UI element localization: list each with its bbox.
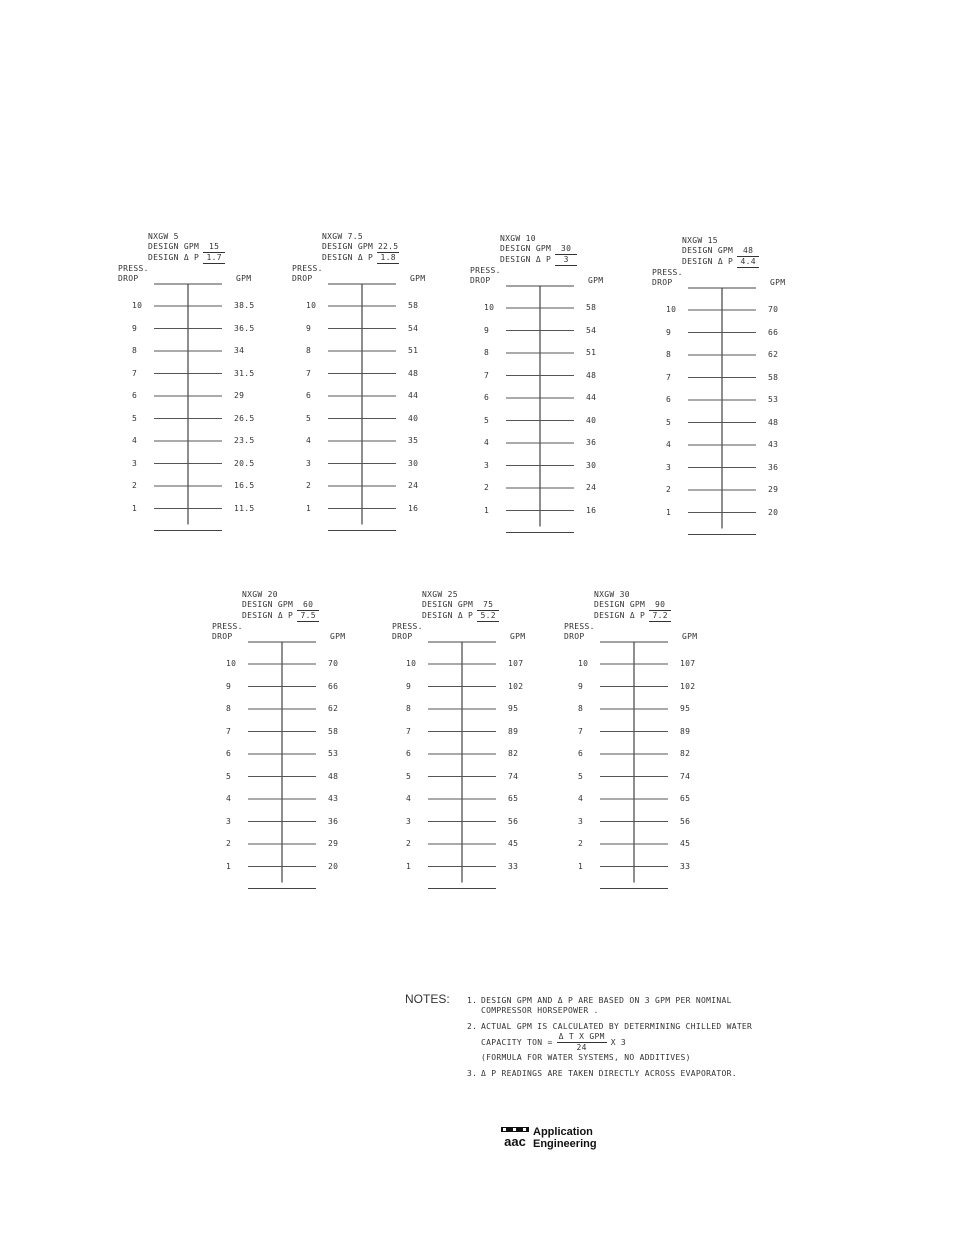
model-label: NXGW 30 (594, 590, 630, 599)
scale-lines (212, 630, 392, 890)
scale-row (292, 369, 472, 379)
design-dp-label: DESIGN Δ P (322, 253, 374, 262)
gpm-value: 16 (408, 503, 419, 513)
scale-row (564, 704, 744, 714)
pressure-drop-value: 9 (578, 681, 584, 691)
pressure-drop-value: 1 (226, 861, 232, 871)
pressure-drop-value: 7 (406, 726, 412, 736)
pressure-drop-value: 5 (484, 415, 490, 425)
model-label: NXGW 7.5 (322, 232, 363, 241)
gpm-value: 29 (768, 485, 779, 494)
press-drop-heading: PRESS. DROP (212, 622, 243, 641)
pressure-drop-value: 5 (406, 771, 412, 781)
design-dp-value: 1.8 (377, 253, 399, 264)
press-drop-heading: PRESS. DROP (118, 264, 149, 283)
pressure-drop-value: 2 (226, 839, 232, 848)
pressure-drop-value: 6 (666, 395, 672, 404)
design-gpm-value: 75 (477, 600, 499, 611)
pressure-drop-value: 8 (306, 346, 312, 355)
pressure-drop-value: 6 (132, 391, 138, 400)
pressure-drop-value: 3 (226, 816, 232, 826)
gpm-value: 89 (508, 726, 519, 736)
pressure-drop-chart-nxgw-10 (470, 234, 650, 554)
scale-row (118, 414, 298, 424)
scale-row (212, 862, 392, 872)
scale-row (564, 862, 744, 872)
model-label: NXGW 5 (148, 232, 179, 241)
pressure-drop-value: 7 (306, 368, 312, 378)
company-logo-mark (500, 1126, 530, 1150)
gpm-value: 48 (586, 370, 597, 380)
scale-row (470, 303, 650, 313)
scale-row (292, 436, 472, 446)
gpm-value: 34 (234, 346, 245, 355)
press-drop-heading: PRESS. DROP (564, 622, 595, 641)
pressure-drop-value: 2 (306, 481, 312, 490)
design-gpm-value: 15 (203, 242, 225, 253)
gpm-value: 30 (408, 458, 419, 468)
scale-row (212, 659, 392, 669)
scale-lines (292, 272, 472, 532)
chart-header (242, 590, 319, 622)
scale-lines (392, 630, 572, 890)
gpm-value: 44 (408, 391, 419, 400)
pressure-drop-value: 3 (484, 460, 490, 470)
gpm-heading: GPM (236, 274, 252, 283)
gpm-heading: GPM (770, 278, 786, 287)
gpm-value: 45 (680, 839, 691, 848)
pressure-drop-chart-nxgw-20 (212, 590, 392, 910)
pressure-drop-chart-nxgw-25 (392, 590, 572, 910)
scale-row (652, 373, 832, 383)
gpm-heading: GPM (588, 276, 604, 285)
gpm-value: 95 (680, 704, 691, 713)
design-gpm-label: DESIGN GPM (422, 600, 474, 609)
pressure-drop-value: 10 (484, 303, 495, 312)
formula-fraction: $\frac{\text{Δ T X GPM}}{24}$ (558, 1032, 605, 1052)
pressure-drop-value: 5 (578, 771, 584, 781)
gpm-value: 16 (586, 505, 597, 515)
scale-row (652, 395, 832, 405)
press-drop-heading: PRESS. DROP (292, 264, 323, 283)
scale-row (292, 324, 472, 334)
pressure-drop-value: 4 (132, 436, 138, 445)
scale-row (392, 659, 572, 669)
scale-row (292, 414, 472, 424)
chart-header (422, 590, 499, 622)
gpm-value: 30 (586, 460, 597, 470)
gpm-value: 26.5 (234, 413, 255, 423)
gpm-value: 89 (680, 726, 691, 736)
pressure-drop-value: 4 (666, 440, 672, 449)
scale-row (292, 459, 472, 469)
pressure-drop-value: 2 (666, 485, 672, 494)
design-gpm-label: DESIGN GPM (682, 246, 734, 255)
gpm-value: 58 (328, 726, 339, 736)
chart-header (500, 234, 577, 266)
pressure-drop-value: 4 (306, 436, 312, 445)
pressure-drop-value: 6 (306, 391, 312, 400)
gpm-value: 48 (328, 771, 339, 781)
gpm-value: 24 (586, 483, 597, 492)
gpm-value: 56 (680, 816, 691, 826)
gpm-value: 53 (328, 749, 339, 758)
pressure-drop-chart-nxgw-5 (118, 232, 298, 552)
gpm-value: 33 (508, 861, 519, 871)
gpm-value: 58 (768, 372, 779, 382)
scale-row (292, 301, 472, 311)
notes-title: NOTES: (405, 992, 450, 1006)
scale-row (392, 862, 572, 872)
svg-text:aac: aac (504, 1134, 526, 1149)
pressure-drop-chart-nxgw-7-5 (292, 232, 472, 552)
pressure-drop-value: 7 (578, 726, 584, 736)
scale-row (212, 817, 392, 827)
scale-row (564, 817, 744, 827)
pressure-drop-value: 3 (666, 462, 672, 472)
scale-row (652, 328, 832, 338)
gpm-value: 36 (768, 462, 779, 472)
design-dp-label: DESIGN Δ P (500, 255, 552, 264)
design-gpm-value: 60 (297, 600, 319, 611)
pressure-drop-value: 5 (306, 413, 312, 423)
scale-row (392, 727, 572, 737)
pressure-drop-value: 10 (666, 305, 677, 314)
pressure-drop-chart-nxgw-15 (652, 236, 832, 556)
scale-row (212, 704, 392, 714)
gpm-value: 58 (586, 303, 597, 312)
gpm-value: 48 (768, 417, 779, 427)
pressure-drop-value: 1 (132, 503, 138, 513)
gpm-value: 65 (680, 794, 691, 803)
design-dp-value: 7.5 (297, 611, 319, 622)
pressure-drop-value: 8 (132, 346, 138, 355)
document-page: NXGW 5 DESIGN GPM 15 DESIGN Δ P 1.7 PRESS. DROP GPM 10 38.5 9 36.5 8 34 7 31.5 6 29 5 26.5 4 23.5 3 20.5 2 16.5 1 11.5 NXGW 7.5 DESIGN GPM 22.5 DESIGN Δ P 1.8 PRESS. DROP GPM 10 58 9 54 8 51 7 48 6 44 5 40 4 35 3 30 2 24 1 16 NXGW 10 DESIGN GPM 30 DESIGN Δ P 3 PRESS. DROP GPM 10 58 9 54 8 51 7 48 6 44 5 40 4 36 3 30 2 24 1 16 NXGW 15 DESIGN GPM 48 DESIGN Δ P 4.4 PRESS. DROP GPM 10 70 9 66 8 62 7 58 6 53 5 48 4 43 3 36 2 29 1 20 NXGW 20 DESIGN GPM 60 DESIGN Δ P 7.5 PRESS. DROP GPM 10 70 9 66 8 62 7 58 6 53 5 48 4 43 3 36 2 29 1 20 NXGW 25 DESIGN GPM 75 DESIGN Δ P 5.2 PRESS. DROP GPM 10 107 9 102 8 95 7 89 6 82 5 74 4 65 3 56 2 45 1 33 NXGW 30 DESIGN GPM 90 DESIGN Δ P 7.2 PRESS. DROP GPM 10 107 9 102 8 95 7 89 6 82 5 74 4 65 3 56 2 45 1 33 NOTES: 1. DESIGN GPM AND Δ P ARE BASED ON 3 GPM PER NOMINAL COMPRESSOR HORSEPOWER . 2. ACTUAL GPM IS CALCULATED BY DETERMINING CHILLED WATER CAPACITY TON = $\frac{\text{Δ T X GPM}}{24}$ X 3 (FORMULA FOR WATER SYSTEMS, NO ADDITIVES) 3. Δ P READINGS ARE TAKEN DIRECTLY ACROSS EVAPORATOR. aac Application Engineering (0, 0, 954, 1235)
gpm-value: 102 (680, 681, 696, 691)
pressure-drop-value: 8 (666, 350, 672, 359)
gpm-value: 54 (586, 325, 597, 335)
pressure-drop-value: 2 (132, 481, 138, 490)
pressure-drop-value: 2 (578, 839, 584, 848)
design-dp-label: DESIGN Δ P (422, 611, 474, 620)
pressure-drop-value: 2 (406, 839, 412, 848)
scale-row (392, 772, 572, 782)
scale-row (564, 727, 744, 737)
pressure-drop-value: 8 (406, 704, 412, 713)
gpm-value: 29 (234, 391, 245, 400)
pressure-drop-value: 1 (578, 861, 584, 871)
pressure-drop-value: 1 (484, 505, 490, 515)
pressure-drop-value: 5 (226, 771, 232, 781)
scale-row (652, 485, 832, 495)
scale-row (470, 371, 650, 381)
design-dp-value: 4.4 (737, 257, 759, 268)
gpm-value: 29 (328, 839, 339, 848)
logo-line-1: Application (533, 1126, 593, 1138)
gpm-heading: GPM (682, 632, 698, 641)
design-gpm-value: 48 (737, 246, 759, 257)
gpm-value: 66 (768, 327, 779, 337)
pressure-drop-value: 1 (306, 503, 312, 513)
model-label: NXGW 10 (500, 234, 536, 243)
gpm-value: 40 (586, 415, 597, 425)
scale-row (470, 483, 650, 493)
pressure-drop-value: 10 (132, 301, 143, 310)
chart-header (594, 590, 671, 622)
scale-row (470, 506, 650, 516)
application-engineering-logo (500, 1126, 610, 1152)
pressure-drop-value: 5 (132, 413, 138, 423)
design-dp-value: 5.2 (477, 611, 499, 622)
pressure-drop-value: 4 (226, 794, 232, 803)
pressure-drop-value: 3 (578, 816, 584, 826)
press-drop-heading: PRESS. DROP (652, 268, 683, 287)
scale-row (652, 508, 832, 518)
scale-row (118, 481, 298, 491)
gpm-value: 38.5 (234, 301, 255, 310)
press-drop-heading: PRESS. DROP (392, 622, 423, 641)
gpm-value: 48 (408, 368, 419, 378)
chart-header (322, 232, 399, 264)
gpm-value: 74 (508, 771, 519, 781)
pressure-drop-value: 1 (666, 507, 672, 517)
logo-line-2: Engineering (533, 1138, 597, 1150)
gpm-value: 33 (680, 861, 691, 871)
gpm-value: 62 (328, 704, 339, 713)
pressure-drop-value: 10 (578, 659, 589, 668)
gpm-value: 51 (408, 346, 419, 355)
design-gpm-label: DESIGN GPM (594, 600, 646, 609)
design-gpm-label: DESIGN GPM (500, 244, 552, 253)
gpm-value: 95 (508, 704, 519, 713)
gpm-heading: GPM (330, 632, 346, 641)
gpm-value: 40 (408, 413, 419, 423)
scale-row (118, 301, 298, 311)
gpm-value: 36 (586, 438, 597, 447)
gpm-value: 11.5 (234, 503, 255, 513)
scale-row (652, 440, 832, 450)
gpm-value: 23.5 (234, 436, 255, 445)
gpm-value: 53 (768, 395, 779, 404)
scale-row (392, 839, 572, 849)
model-label: NXGW 15 (682, 236, 718, 245)
gpm-value: 82 (508, 749, 519, 758)
design-gpm-value: 90 (649, 600, 671, 611)
scale-lines (652, 276, 832, 536)
pressure-drop-value: 7 (226, 726, 232, 736)
scale-row (212, 727, 392, 737)
pressure-drop-value: 10 (306, 301, 317, 310)
scale-row (652, 418, 832, 428)
gpm-value: 20 (328, 861, 339, 871)
scale-row (470, 438, 650, 448)
scale-lines (118, 272, 298, 532)
scale-row (292, 481, 472, 491)
chart-header (148, 232, 225, 264)
scale-lines (564, 630, 744, 890)
scale-row (392, 817, 572, 827)
pressure-drop-value: 7 (666, 372, 672, 382)
scale-row (470, 416, 650, 426)
gpm-value: 107 (508, 659, 524, 668)
scale-row (118, 391, 298, 401)
gpm-heading: GPM (510, 632, 526, 641)
gpm-value: 43 (768, 440, 779, 449)
design-dp-value: 7.2 (649, 611, 671, 622)
gpm-value: 102 (508, 681, 524, 691)
pressure-drop-value: 6 (484, 393, 490, 402)
pressure-drop-value: 9 (226, 681, 232, 691)
pressure-drop-value: 9 (666, 327, 672, 337)
gpm-value: 51 (586, 348, 597, 357)
pressure-drop-value: 4 (406, 794, 412, 803)
pressure-drop-value: 8 (226, 704, 232, 713)
scale-row (292, 346, 472, 356)
scale-lines (470, 274, 650, 534)
gpm-value: 44 (586, 393, 597, 402)
scale-row (652, 350, 832, 360)
scale-row (212, 749, 392, 759)
scale-row (118, 459, 298, 469)
design-dp-label: DESIGN Δ P (594, 611, 646, 620)
scale-row (392, 794, 572, 804)
scale-row (470, 326, 650, 336)
scale-row (470, 393, 650, 403)
scale-row (118, 324, 298, 334)
pressure-drop-value: 9 (484, 325, 490, 335)
gpm-value: 20.5 (234, 458, 255, 468)
design-dp-label: DESIGN Δ P (682, 257, 734, 266)
scale-row (470, 461, 650, 471)
pressure-drop-value: 7 (132, 368, 138, 378)
gpm-value: 65 (508, 794, 519, 803)
pressure-drop-value: 6 (578, 749, 584, 758)
design-dp-value: 3 (555, 255, 577, 266)
scale-row (292, 391, 472, 401)
scale-row (564, 794, 744, 804)
gpm-value: 31.5 (234, 368, 255, 378)
design-dp-label: DESIGN Δ P (148, 253, 200, 262)
gpm-value: 62 (768, 350, 779, 359)
gpm-value: 82 (680, 749, 691, 758)
pressure-drop-value: 6 (226, 749, 232, 758)
gpm-value: 107 (680, 659, 696, 668)
scale-row (564, 749, 744, 759)
pressure-drop-value: 10 (226, 659, 237, 668)
pressure-drop-value: 10 (406, 659, 417, 668)
gpm-value: 56 (508, 816, 519, 826)
pressure-drop-value: 3 (306, 458, 312, 468)
pressure-drop-value: 9 (306, 323, 312, 333)
scale-row (392, 704, 572, 714)
gpm-value: 45 (508, 839, 519, 848)
gpm-value: 43 (328, 794, 339, 803)
gpm-value: 20 (768, 507, 779, 517)
design-gpm-label: DESIGN GPM (242, 600, 294, 609)
gpm-value: 16.5 (234, 481, 255, 490)
scale-row (564, 839, 744, 849)
gpm-value: 58 (408, 301, 419, 310)
pressure-drop-value: 8 (484, 348, 490, 357)
scale-row (564, 659, 744, 669)
design-gpm-label: DESIGN GPM (148, 242, 200, 251)
scale-row (392, 749, 572, 759)
pressure-drop-value: 1 (406, 861, 412, 871)
pressure-drop-value: 3 (132, 458, 138, 468)
design-gpm-value: 30 (555, 244, 577, 255)
scale-row (118, 436, 298, 446)
pressure-drop-value: 5 (666, 417, 672, 427)
scale-row (652, 463, 832, 473)
scale-row (292, 504, 472, 514)
pressure-drop-chart-nxgw-30 (564, 590, 744, 910)
gpm-heading: GPM (410, 274, 426, 283)
design-gpm-label: DESIGN GPM (322, 242, 374, 251)
pressure-drop-value: 6 (406, 749, 412, 758)
gpm-value: 36 (328, 816, 339, 826)
gpm-value: 54 (408, 323, 419, 333)
pressure-drop-value: 4 (578, 794, 584, 803)
scale-row (118, 346, 298, 356)
scale-row (470, 348, 650, 358)
pressure-drop-value: 9 (406, 681, 412, 691)
gpm-value: 66 (328, 681, 339, 691)
scale-row (118, 369, 298, 379)
pressure-drop-value: 4 (484, 438, 490, 447)
scale-row (212, 839, 392, 849)
design-dp-label: DESIGN Δ P (242, 611, 294, 620)
pressure-drop-value: 3 (406, 816, 412, 826)
scale-row (212, 794, 392, 804)
scale-row (652, 305, 832, 315)
model-label: NXGW 20 (242, 590, 278, 599)
pressure-drop-value: 8 (578, 704, 584, 713)
model-label: NXGW 25 (422, 590, 458, 599)
scale-row (212, 682, 392, 692)
gpm-value: 24 (408, 481, 419, 490)
scale-row (564, 682, 744, 692)
gpm-value: 70 (328, 659, 339, 668)
scale-row (212, 772, 392, 782)
scale-row (392, 682, 572, 692)
pressure-drop-value: 9 (132, 323, 138, 333)
gpm-value: 70 (768, 305, 779, 314)
design-dp-value: 1.7 (203, 253, 225, 264)
gpm-value: 74 (680, 771, 691, 781)
chart-header (682, 236, 759, 268)
scale-row (564, 772, 744, 782)
gpm-value: 36.5 (234, 323, 255, 333)
gpm-value: 35 (408, 436, 419, 445)
scale-row (118, 504, 298, 514)
design-gpm-value: 22.5 (377, 242, 399, 251)
pressure-drop-value: 2 (484, 483, 490, 492)
press-drop-heading: PRESS. DROP (470, 266, 501, 285)
pressure-drop-value: 7 (484, 370, 490, 380)
